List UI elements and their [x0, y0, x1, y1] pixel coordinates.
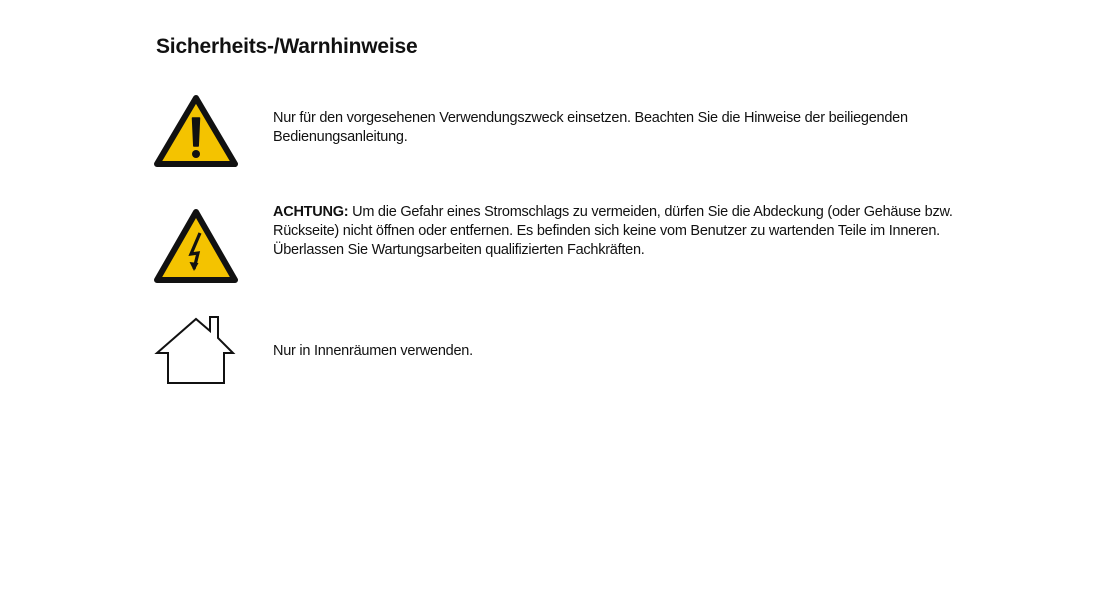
notice-text: Nur in Innenräumen verwenden.	[273, 343, 473, 359]
indoor-use-house-icon	[154, 313, 238, 387]
notice-text	[273, 203, 1003, 260]
warning-exclamation-icon	[154, 94, 238, 168]
page-title: Sicherheits-/Warnhinweise	[156, 35, 418, 58]
notice-body-text: Um die Gefahr eines Stromschlags zu vermeiden, dürfen Sie die Abdeckung (oder Gehäuse bzw. Rückseite) nicht öffnen oder entfernen. Es befinden sich keine vom Benutzer zu wartenden Teile im Inneren. Überlassen Sie Wartungsarbeiten qualifizierten Fachkräften.	[273, 204, 953, 258]
electric-shock-warning-icon	[154, 208, 238, 284]
notice-text: Nur für den vorgesehenen Verwendungszweck einsetzen. Beachten Sie die Hinweise der beiliegenden Bedienungsanleitung.	[273, 110, 908, 145]
notice-lead-label: ACHTUNG:	[273, 204, 349, 220]
